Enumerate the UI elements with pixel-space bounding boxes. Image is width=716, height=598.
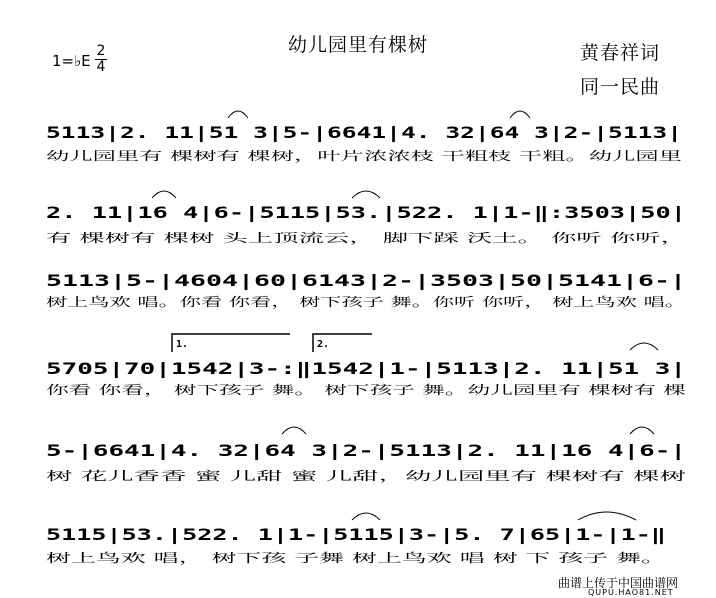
slur-mark	[282, 427, 306, 434]
system-2-notes: 2. 11|16 4|6-|5115|53.|522. 1|1-‖:3503|50|	[46, 203, 451, 222]
slur-mark	[630, 427, 654, 434]
system-5	[46, 441, 686, 483]
system-2-lyrics: 有 棵树有 棵树 头上顶流云， 脚下踩 沃土。 你听 你听，	[46, 231, 349, 245]
slur-mark	[630, 343, 658, 350]
slur-mark	[152, 191, 176, 198]
lyricist-credit: 黄春祥词	[580, 42, 661, 64]
system-1-notes: 5113|2. 11|51 3|5-|6641|4. 32|64 3|2-|5113|	[46, 123, 461, 142]
system-4-notes: 5705|70|1542|3-:‖1542|1-|5113|2. 11|51 3|	[46, 359, 441, 378]
system-5-notes: 5-|6641|4. 32|64 3|2-|5113|2. 11|16 4|6-|	[46, 441, 441, 460]
volta-second-label: 2.	[317, 339, 330, 350]
volta-second-bracket	[313, 334, 372, 352]
system-6	[46, 525, 666, 565]
system-6-lyrics: 树上鸟欢 唱， 树下孩 子舞 树上鸟欢 唱 树 下 孩子 舞。	[46, 551, 345, 565]
system-1-lyrics: 幼儿园里有 棵树有 棵树，叶片浓浓枝 干粗枝 干粗。幼儿园里	[46, 149, 374, 163]
song-title: 幼儿园里有棵树	[287, 34, 428, 56]
slur-mark	[578, 512, 636, 520]
system-5-lyrics: 树 花儿香香 蜜 儿甜 蜜 儿甜，幼儿园里有 棵树有 棵树	[46, 469, 337, 483]
time-signature	[94, 44, 108, 75]
system-2	[46, 203, 686, 245]
slur-mark	[510, 111, 530, 118]
volta-first-label: 1.	[176, 339, 189, 350]
time-signature-bottom: 4	[96, 59, 106, 75]
composer-credit: 同一民曲	[580, 76, 661, 98]
slur-mark	[228, 111, 248, 118]
site-url: QUPU.HAO81.NET	[588, 588, 674, 597]
system-4	[46, 359, 686, 397]
slur-marks	[152, 111, 658, 520]
site-credit: 曲谱上传于中国曲谱网	[558, 576, 679, 590]
volta-first-bracket	[172, 334, 290, 352]
slur-mark	[352, 513, 380, 520]
time-signature-top: 2	[96, 43, 106, 59]
volta-brackets	[172, 334, 372, 352]
key-signature: 1=♭E	[52, 52, 91, 70]
system-4-lyrics: 你看 你看， 树下孩子 舞。 树下孩子 舞。幼儿园里有 棵树有 棵	[46, 383, 385, 397]
system-3	[46, 271, 686, 309]
system-1	[46, 123, 682, 163]
system-3-notes: 5113|5-|4604|60|6143|2-|3503|50|5141|6-|	[46, 271, 432, 290]
slur-mark	[352, 191, 380, 198]
system-6-notes: 5115|53.|522. 1|1-|5115|3-|5. 7|65|1-|1-‖	[46, 525, 441, 544]
system-3-lyrics: 树上鸟欢 唱。你看 你看， 树下孩子 舞。你听 你听， 树上鸟欢 唱。	[46, 295, 409, 309]
